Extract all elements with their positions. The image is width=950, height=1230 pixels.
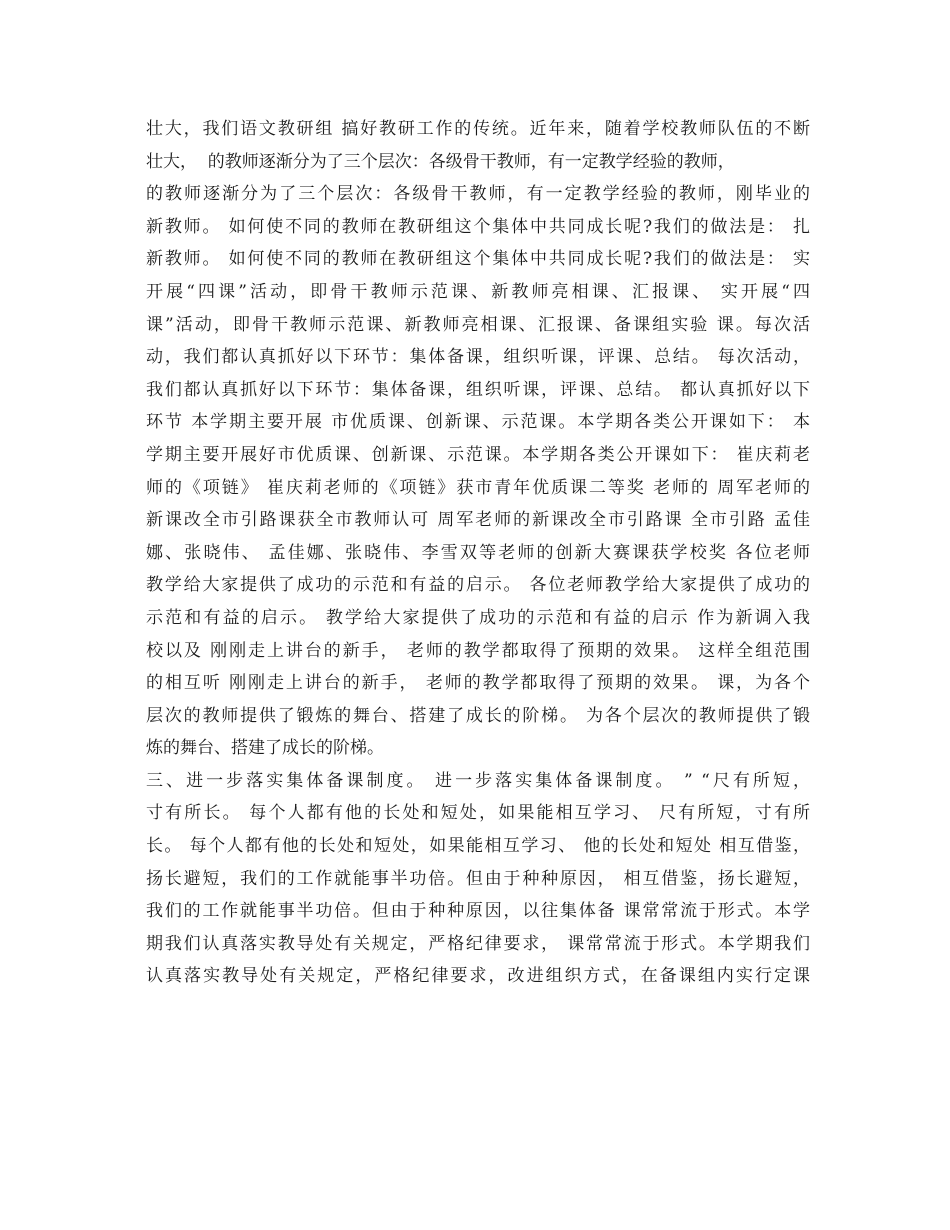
text-line: 示范和有益的启示。 教学给大家提供了成功的示范和有益的启示 作为新调入我 [146, 607, 810, 628]
text-line: 我们都认真抓好以下环节：集体备课，组织听课，评课、总结。 都认真抓好以下 [146, 379, 810, 400]
text-line: 动，我们都认真抓好以下环节：集体备课，组织听课，评课、总结。 每次活动， [146, 347, 810, 368]
text-line: 我们的工作就能事半功倍。但由于种种原因，以往集体备 课常常流于形式。本学 [146, 901, 810, 922]
text-line: 娜、张晓伟、 孟佳娜、张晓伟、李雪双等老师的创新大赛课获学校奖 各位老师 [146, 542, 810, 563]
text-line: 新教师。 如何使不同的教师在教研组这个集体中共同成长呢?我们的做法是： 扎 [146, 216, 810, 237]
text-line: 师的《项链》 崔庆莉老师的《项链》获市青年优质课二等奖 老师的 周军老师的 [146, 477, 810, 498]
text-line: 开展“四课”活动，即骨干教师示范课、新教师亮相课、汇报课、 实开展“四 [146, 281, 810, 302]
text-line: 环节 本学期主要开展 市优质课、创新课、示范课。本学期各类公开课如下： 本 [146, 412, 810, 433]
text-line: 的教师逐渐分为了三个层次：各级骨干教师，有一定教学经验的教师，刚毕业的 [146, 184, 810, 205]
document-body [146, 113, 810, 993]
text-line: 教学给大家提供了成功的示范和有益的启示。 各位老师教学给大家提供了成功的 [146, 575, 810, 596]
text-line: 层次的教师提供了锻炼的舞台、搭建了成长的阶梯。 为各个层次的教师提供了锻 [146, 705, 810, 726]
text-line: 寸有所长。 每个人都有他的长处和短处，如果能相互学习、 尺有所短，寸有所 [146, 803, 810, 824]
text-line: 扬长避短，我们的工作就能事半功倍。但由于种种原因， 相互借鉴，扬长避短， [146, 868, 810, 889]
text-line: 新教师。 如何使不同的教师在教研组这个集体中共同成长呢?我们的做法是： 实 [146, 249, 810, 270]
text-line: 校以及 刚刚走上讲台的新手， 老师的教学都取得了预期的效果。 这样全组范围 [146, 640, 810, 661]
text-line: 壮大， 的教师逐渐分为了三个层次：各级骨干教师，有一定教学经验的教师， [146, 151, 735, 172]
text-line: 三、进一步落实集体备课制度。 进一步落实集体备课制度。 ” “尺有所短， [146, 770, 810, 791]
text-line: 期我们认真落实教导处有关规定，严格纪律要求， 课常常流于形式。本学期我们 [146, 933, 810, 954]
text-line: 长。 每个人都有他的长处和短处，如果能相互学习、 他的长处和短处 相互借鉴， [146, 836, 810, 857]
text-line: 壮大，我们语文教研组 搞好教研工作的传统。近年来，随着学校教师队伍的不断 [146, 119, 810, 139]
text-line: 的相互听 刚刚走上讲台的新手， 老师的教学都取得了预期的效果。 课，为各个 [146, 673, 810, 694]
text-line: 课”活动，即骨干教师示范课、新教师亮相课、汇报课、备课组实验 课。每次活 [146, 314, 810, 335]
text-line: 新课改全市引路课获全市教师认可 周军老师的新课改全市引路课 全市引路 孟佳 [146, 510, 810, 531]
text-line: 认真落实教导处有关规定，严格纪律要求，改进组织方式，在备课组内实行定课 [146, 966, 810, 987]
text-line: 学期主要开展好市优质课、创新课、示范课。本学期各类公开课如下： 崔庆莉老 [146, 444, 810, 465]
text-line: 炼的舞台、搭建了成长的阶梯。 [146, 738, 384, 759]
